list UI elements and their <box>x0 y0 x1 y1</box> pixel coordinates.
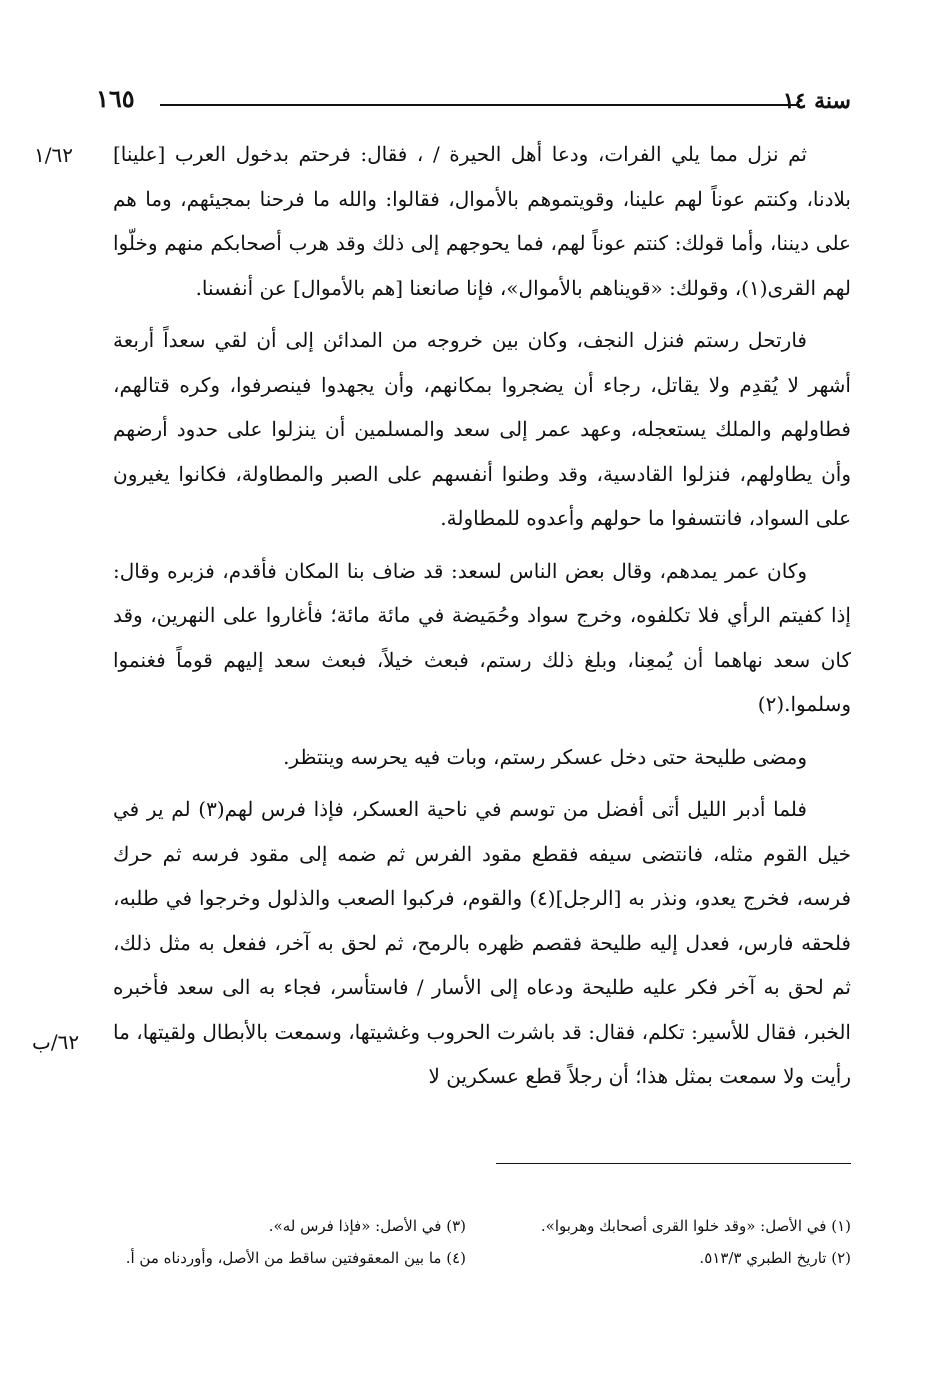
paragraph: فلما أدبر الليل أتى أفضل من توسم في ناحية العسكر، فإذا فرس لهم(٣) لم ير في خيل القوم مثله، فانتضى سيفه فقطع مقود الفرس ثم ضمه إلى مقود فرسه ثم حرك فرسه، فخرج يعدو، ونذر به [الرجل](٤) والقوم، فركبوا الصعب والذلول وخرجوا في طلبه، فلحقه فارس، فعدل إليه طليحة فقصم ظهره بالرمح، ثم لحق به آخر، ففعل به مثل ذلك، ثم لحق به آخر فكر عليه طليحة ودعاه إلى الأسار / فاستأسر، فجاء به الى سعد فأخبره الخبر، فقال للأسير: تكلم، فقال: قد باشرت الحروب وغشيتها، وسمعت بالأبطال ولقيتها، ما رأيت ولا سمعت بمثل هذا؛ أن رجلاً قطع عسكرين لا <box>113 797 852 1088</box>
footnote-1: (١) في الأصل: «وقد خلوا القرى أصحابك وهربوا». <box>540 1217 851 1235</box>
footnote-2: (٢) تاريخ الطبري ٥١٣/٣. <box>699 1249 851 1267</box>
footnote-row <box>91 1242 851 1274</box>
margin-folio-note: ١/٦٢ <box>34 143 73 167</box>
footnote-3: (٣) في الأصل: «فإذا فرس له». <box>268 1217 466 1235</box>
paragraph: وكان عمر يمدهم، وقال بعض الناس لسعد: قد ضاف بنا المكان فأقدم، فزبره وقال: إذا كفيتم الرأي فلا تكلفوه، وخرج سواد وحُمَيضة في مائة مائة؛ فأغاروا على النهرين، وقد كان سعد نهاهما أن يُمعِنا، وبلغ ذلك رستم، فبعث خيلاً، فبعث سعد إليهم قوماً فغنموا وسلموا.(٢) <box>113 558 851 716</box>
main-text <box>113 132 851 1107</box>
header-rule <box>160 104 800 106</box>
page-number: ١٦٥ <box>96 84 135 113</box>
paragraph: فارتحل رستم فنزل النجف، وكان بين خروجه من المدائن إلى أن لقي سعداً أربعة أشهر لا يُقدِم ولا يقاتل، رجاء أن يضجروا بمكانهم، وأن يجهدوا فينصرفوا، وكره قتالهم، فطاولهم والملك يستعجله، وعهد عمر إلى سعد والمسلمين أن ينزلوا على حدود أرضهم وأن يطاولهم، فنزلوا القادسية، وقد وطنوا أنفسهم على الصبر والمطاولة، فكانوا يغيرون على السواد، فانتسفوا ما حولهم وأعدوه للمطاولة. <box>113 328 851 530</box>
footnote-row <box>91 1210 851 1242</box>
margin-folio-note: ٦٢/ب <box>32 1030 80 1054</box>
paragraph: ثم نزل مما يلي الفرات، ودعا أهل الحيرة / ، فقال: فرحتم بدخول العرب [علينا] بلادنا، وكنتم عوناً لهم علينا، وقويتموهم بالأموال، فقالوا: والله ما فرحنا بمجيئهم، وما هم على ديننا، وأما قولك: كنتم عوناً لهم، فما يحوجهم إلى ذلك وقد هرب أصحابكم منهم وخلّوا لهم القرى(١)، وقولك: «قويناهم بالأموال»، فإنا صانعنا [هم بالأموال] عن أنفسنا. <box>113 142 851 300</box>
footnote-rule <box>496 1163 851 1164</box>
footnote-4: (٤) ما بين المعقوفتين ساقط من الأصل، وأوردناه من أ. <box>125 1249 466 1267</box>
footnotes <box>91 1210 851 1274</box>
paragraph: ومضى طليحة حتى دخل عسكر رستم، وبات فيه يحرسه وينتظر. <box>283 744 807 769</box>
running-head: سنة ١٤ <box>782 88 851 114</box>
